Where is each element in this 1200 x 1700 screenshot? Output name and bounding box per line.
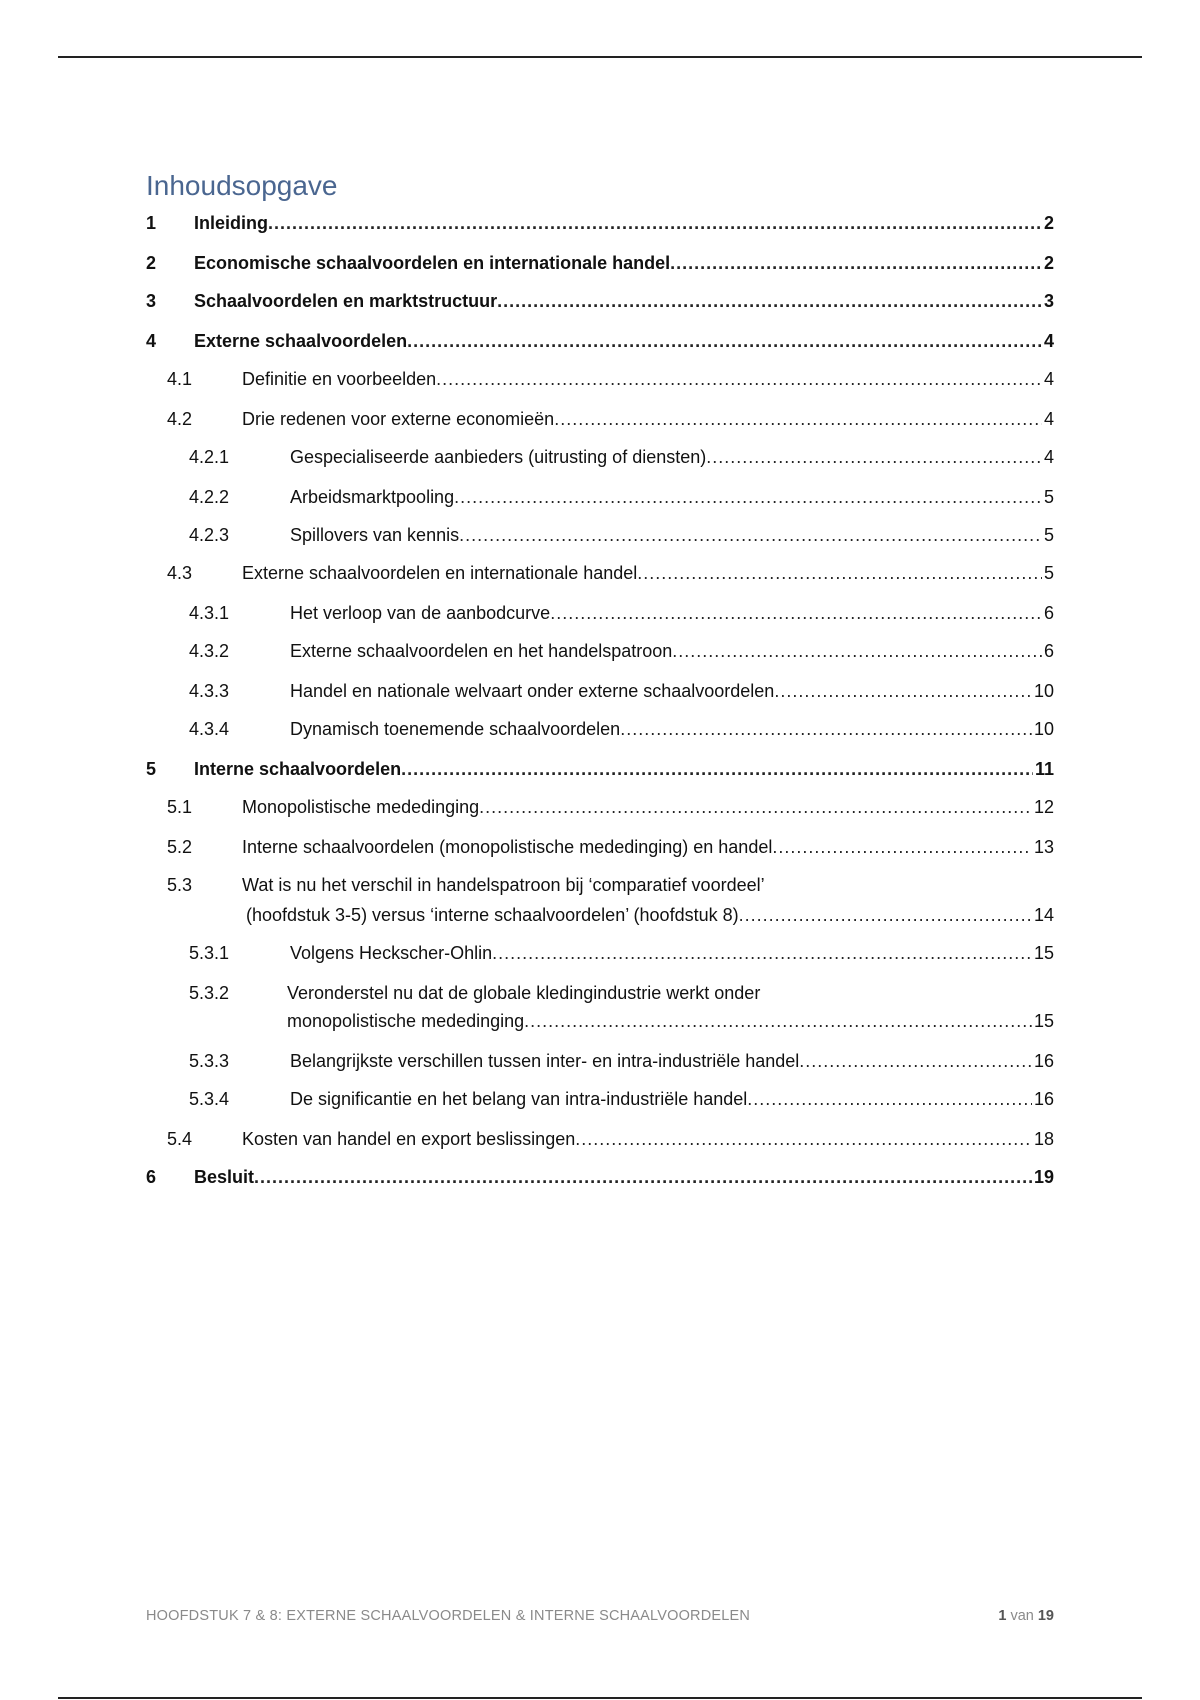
toc-entry-page: 2 — [1043, 213, 1054, 233]
toc-entry-page: 19 — [1033, 1167, 1054, 1187]
toc-entry-page: 6 — [1043, 641, 1054, 661]
toc-entry-number: 6 — [146, 1167, 157, 1187]
toc-entry-page: 6 — [1043, 603, 1054, 623]
toc-entry-page: 4 — [1043, 447, 1054, 467]
toc-entry-title: Interne schaalvoordelen (monopolistische mededinging) en handel — [242, 837, 773, 857]
toc-entry-number: 5.3.1 — [189, 943, 230, 963]
toc-entry-number: 5.1 — [167, 797, 193, 817]
toc-entry-page: 10 — [1033, 719, 1054, 739]
toc-entry-title: Inleiding — [194, 213, 268, 233]
toc-entry-page: 4 — [1043, 369, 1054, 389]
toc-entry-number: 4.3.4 — [189, 719, 230, 739]
toc-entry[interactable] — [146, 368, 1054, 390]
toc-entry[interactable] — [146, 524, 1054, 546]
toc-entry[interactable] — [146, 836, 1054, 858]
header-rule — [58, 56, 1142, 58]
toc-entry[interactable] — [146, 408, 1054, 430]
toc-entry-page: 15 — [1033, 1011, 1054, 1031]
toc-entry-title: Dynamisch toenemende schaalvoordelen — [290, 719, 621, 739]
toc-entry-number: 4 — [146, 331, 157, 351]
toc-entry[interactable] — [146, 758, 1054, 780]
toc-entry-page: 2 — [1043, 253, 1054, 273]
toc-entry[interactable] — [146, 874, 1054, 926]
toc-entry[interactable] — [146, 212, 1054, 234]
toc-entry-page: 3 — [1043, 291, 1054, 311]
toc-entry[interactable] — [146, 640, 1054, 662]
toc-entry[interactable] — [146, 1050, 1054, 1072]
toc-entry-number: 4.3.1 — [189, 603, 230, 623]
toc-entry-title: Belangrijkste verschillen tussen inter- en intra-industriële handel — [290, 1051, 800, 1071]
toc-entry-page: 13 — [1033, 837, 1054, 857]
toc-entry[interactable] — [146, 602, 1054, 624]
toc-entry[interactable] — [146, 252, 1054, 274]
toc-entry-number: 4.3 — [167, 563, 193, 583]
toc-entry-number: 4.2.3 — [189, 525, 230, 545]
toc-entry-title: Handel en nationale welvaart onder externe schaalvoordelen — [290, 681, 775, 701]
toc-entry[interactable] — [146, 1088, 1054, 1110]
toc-entry-page: 5 — [1043, 563, 1054, 583]
toc-entry-title: Kosten van handel en export beslissingen — [242, 1129, 576, 1149]
toc-entry-number: 4.3.3 — [189, 681, 230, 701]
toc-entry-title: Economische schaalvoordelen en internationale handel — [194, 253, 671, 273]
toc-entry[interactable] — [146, 330, 1054, 352]
toc-entry-title-continued: (hoofdstuk 3-5) versus ‘interne schaalvoordelen’ (hoofdstuk 8) — [246, 905, 739, 925]
toc-entry-page: 11 — [1034, 759, 1054, 779]
toc-entry[interactable] — [146, 562, 1054, 584]
footer-page-number — [998, 1608, 1054, 1624]
toc-entry-number: 3 — [146, 291, 157, 311]
toc-entry-number: 2 — [146, 253, 157, 273]
toc-entry[interactable] — [146, 796, 1054, 818]
toc-entry-title: Schaalvoordelen en marktstructuur — [194, 291, 498, 311]
toc-entry-page: 16 — [1033, 1089, 1054, 1109]
footer-rule — [58, 1697, 1142, 1699]
toc-entry-number: 5.3 — [167, 875, 193, 895]
toc-entry-title: Wat is nu het verschil in handelspatroon bij ‘comparatief voordeel’ — [242, 875, 765, 895]
toc-entry-title: Arbeidsmarktpooling — [290, 487, 455, 507]
toc-entry-page: 16 — [1033, 1051, 1054, 1071]
toc-entry-title: Veronderstel nu dat de globale kledingindustrie werkt onder — [287, 983, 761, 1003]
toc-entry-page: 14 — [1033, 905, 1054, 925]
toc-entry-title-continued: monopolistische mededinging — [287, 1011, 525, 1031]
toc-entry-number: 4.1 — [167, 369, 193, 389]
toc-entry-title: Besluit — [194, 1167, 255, 1187]
toc-entry-title: Spillovers van kennis — [290, 525, 460, 545]
footer-page-sep: van — [1010, 1608, 1034, 1624]
toc-entry-number: 5 — [146, 759, 157, 779]
toc-entry-number: 5.3.4 — [189, 1089, 230, 1109]
toc-entry-page: 5 — [1043, 525, 1054, 545]
toc-entry[interactable] — [146, 942, 1054, 964]
toc-entry-number: 4.3.2 — [189, 641, 230, 661]
toc-entry-title: Definitie en voorbeelden — [242, 369, 437, 389]
toc-entry-page: 18 — [1033, 1129, 1054, 1149]
toc-entry-title: De significantie en het belang van intra-industriële handel — [290, 1089, 748, 1109]
toc-entry-title: Monopolistische mededinging — [242, 797, 480, 817]
toc-entry-title: Drie redenen voor externe economieën — [242, 409, 555, 429]
toc-entry[interactable] — [146, 1166, 1054, 1188]
footer-chapter-title: HOOFDSTUK 7 & 8: EXTERNE SCHAALVOORDELEN & INTERNE SCHAALVOORDELEN — [146, 1608, 751, 1624]
toc-entry-page: 4 — [1043, 331, 1054, 351]
toc-entry-number: 5.3.2 — [189, 983, 230, 1003]
footer-page-total: 19 — [1037, 1608, 1054, 1624]
toc-entry-title: Volgens Heckscher-Ohlin — [290, 943, 493, 963]
toc-entry-page: 5 — [1043, 487, 1054, 507]
footer-page-current: 1 — [998, 1608, 1007, 1624]
toc-entry[interactable] — [146, 486, 1054, 508]
toc-entry-title: Externe schaalvoordelen — [194, 331, 408, 351]
toc-entry-number: 4.2 — [167, 409, 193, 429]
toc-entry-title: Externe schaalvoordelen en internationale handel — [242, 563, 638, 583]
toc-entry-page: 12 — [1033, 797, 1054, 817]
toc-entry-page: 10 — [1033, 681, 1054, 701]
toc-entry-number: 4.2.2 — [189, 487, 230, 507]
toc-entry-title: Het verloop van de aanbodcurve — [290, 603, 551, 623]
toc-entry-title: Externe schaalvoordelen en het handelspatroon — [290, 641, 673, 661]
toc-entry[interactable] — [146, 446, 1054, 468]
toc-entry-title: Interne schaalvoordelen — [194, 759, 402, 779]
toc-title: Inhoudsopgave — [146, 170, 338, 201]
toc-entry-page: 15 — [1033, 943, 1054, 963]
toc-entry-page: 4 — [1043, 409, 1054, 429]
toc-entry-number: 5.4 — [167, 1129, 193, 1149]
toc-entry[interactable] — [146, 982, 1054, 1032]
toc-entry-title: Gespecialiseerde aanbieders (uitrusting of diensten) — [290, 447, 707, 467]
toc-entry-number: 4.2.1 — [189, 447, 230, 467]
toc-entry[interactable] — [146, 290, 1054, 312]
toc-entry[interactable] — [146, 680, 1054, 702]
toc-entry-number: 5.3.3 — [189, 1051, 230, 1071]
toc-entry[interactable] — [146, 1128, 1054, 1150]
toc-entry-number: 1 — [146, 213, 157, 233]
toc-entry[interactable] — [146, 718, 1054, 740]
toc-entry-number: 5.2 — [167, 837, 193, 857]
